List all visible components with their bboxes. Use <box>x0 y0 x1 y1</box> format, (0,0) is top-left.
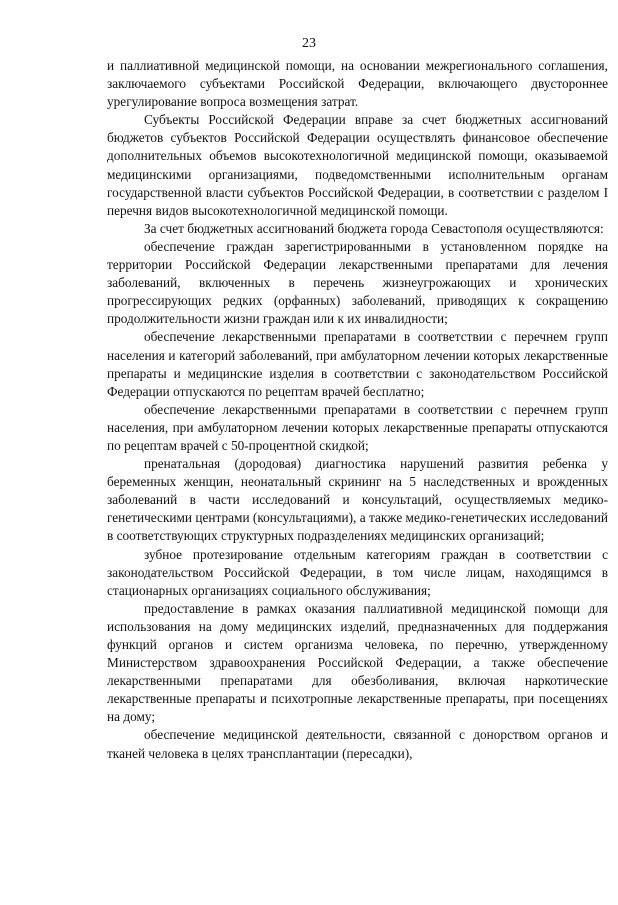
paragraph: обеспечение лекарственными препаратами в соответствии с перечнем групп населения и категорий заболеваний, при амбулаторном лечении которых лекарственные препараты и медицинские изделия в соответствии с законодательством Российской Федерации отпускаются по рецептам врачей бесплатно; <box>107 329 608 399</box>
paragraph: обеспечение лекарственными препаратами в соответствии с перечнем групп населения, при амбулаторном лечении которых лекарственные препараты отпускаются по рецептам врачей с 50-процентной скидкой; <box>107 401 608 453</box>
paragraph: Субъекты Российской Федерации вправе за счет бюджетных ассигнований бюджетов субъектов Российской Федерации осуществлять финансовое обеспечение дополнительных объемов высокотехнологичной медицинской помощи, оказываемой медицинскими организациями, подведомственными исполнительным органам государственной власти субъектов Российской Федерации, в соответствии с разделом I перечня видов высокотехнологичной медицинской помощи. <box>107 112 608 218</box>
page-number: 23 <box>302 36 316 51</box>
paragraph: зубное протезирование отдельным категориям граждан в соответствии с законодательством Российской Федерации, в том числе лицам, находящимся в стационарных организациях социального обслуживания; <box>107 546 608 598</box>
paragraph: и паллиативной медицинской помощи, на основании межрегионального соглашения, заключаемого субъектами Российской Федерации, включающего двустороннее урегулирование вопроса возмещения затрат. <box>107 58 608 110</box>
paragraph-continued: обеспечение медицинской деятельности, связанной с донорством органов и тканей человека в целях трансплантации (пересадки), <box>107 727 608 761</box>
paragraph: обеспечение граждан зарегистрированными в установленном порядке на территории Российской Федерации лекарственными препаратами для лечения заболеваний, включенных в перечень жизнеугрожающих и хронических прогрессирующих редких (орфанных) заболеваний, приводящих к сокращению продолжительности жизни граждан или к их инвалидности; <box>107 238 608 327</box>
paragraph: предоставление в рамках оказания паллиативной медицинской помощи для использования на дому медицинских изделий, предназначенных для поддержания функций органов и систем организма человека, по перечню, утвержденному Министерством здравоохранения Российской Федерации, а также обеспечение лекарственными препаратами для обезболивания, включая наркотические лекарственные препараты и психотропные лекарственные препараты, при посещениях на дому; <box>107 600 608 725</box>
paragraph: пренатальная (дородовая) диагностика нарушений развития ребенка у беременных женщин, неонатальный скрининг на 5 наследственных и врожденных заболеваний в части исследований и консультаций, осуществляемых медико-генетическими центрами (консультациями), а также медико-генетических исследований в соответствующих структурных подразделениях медицинских организаций; <box>107 456 608 544</box>
paragraph: За счет бюджетных ассигнований бюджета города Севастополя осуществляются: <box>144 220 604 236</box>
document-body <box>107 57 608 763</box>
